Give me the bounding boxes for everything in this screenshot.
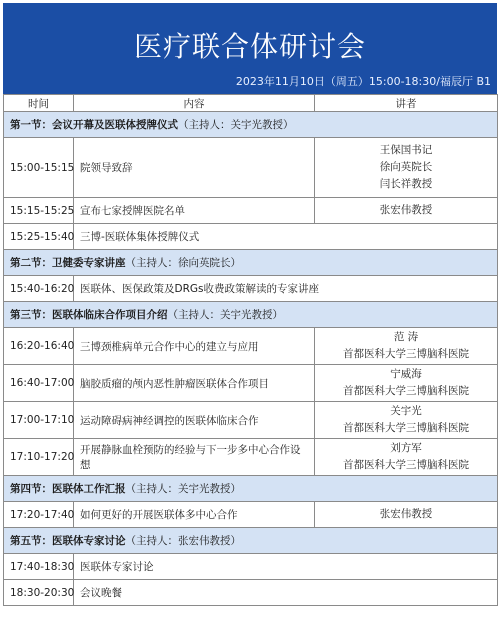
table-row xyxy=(4,402,498,439)
header-banner xyxy=(3,3,497,94)
section-title-text: 第三节：医联体临床合作项目介绍 xyxy=(10,309,168,321)
speaker-cell xyxy=(315,439,498,476)
content-cell: 如何更好的开展医联体多中心合作 xyxy=(74,502,315,528)
content-cell: 运动障碍病神经调控的医联体临床合作 xyxy=(74,402,315,439)
table-row xyxy=(4,502,498,528)
table-row xyxy=(4,224,498,250)
section-host: （主持人：张宏伟教授） xyxy=(125,535,241,547)
content-cell: 医联体、医保政策及DRGs收费政策解读的专家讲座 xyxy=(74,276,498,302)
speaker-cell xyxy=(315,138,498,198)
speaker-name: 关宇光 xyxy=(390,405,422,417)
column-header-speaker: 讲者 xyxy=(315,95,498,112)
section-host: （主持人：关宇光教授） xyxy=(167,309,283,321)
content-cell: 开展静脉血栓预防的经验与下一步多中心合作设想 xyxy=(74,439,315,476)
time-cell: 17:10-17:20 xyxy=(4,439,74,476)
section-header-row xyxy=(4,112,498,138)
speaker-name: 宁威海 xyxy=(390,368,422,380)
content-cell: 院领导致辞 xyxy=(74,138,315,198)
content-cell: 宣布七家授牌医院名单 xyxy=(74,198,315,224)
date-venue: 2023年11月10日（周五）15:00-18:30/福辰厅 B1 xyxy=(235,75,491,88)
section-host: （主持人：徐向英院长） xyxy=(125,257,241,269)
content-cell: 医联体专家讨论 xyxy=(74,554,498,580)
time-cell: 16:40-17:00 xyxy=(4,365,74,402)
speaker-cell xyxy=(315,328,498,365)
speaker-cell xyxy=(315,198,498,224)
time-cell: 18:30-20:30 xyxy=(4,580,74,606)
table-row xyxy=(4,328,498,365)
speaker-name: 张宏伟教授 xyxy=(379,204,433,216)
time-cell: 17:20-17:40 xyxy=(4,502,74,528)
section-header-row xyxy=(4,476,498,502)
table-row xyxy=(4,365,498,402)
time-cell: 17:00-17:10 xyxy=(4,402,74,439)
speaker-name: 首都医科大学三博脑科医院 xyxy=(343,459,469,471)
speaker-name: 首都医科大学三博脑科医院 xyxy=(343,385,469,397)
section-title-text: 第一节：会议开幕及医联体授牌仪式 xyxy=(10,119,178,131)
page-title: 医疗联合体研讨会 xyxy=(133,30,366,63)
section-title xyxy=(4,112,498,138)
content-cell: 三博颈椎病单元合作中心的建立与应用 xyxy=(74,328,315,365)
time-cell: 16:20-16:40 xyxy=(4,328,74,365)
section-title xyxy=(4,476,498,502)
speaker-cell xyxy=(315,402,498,439)
section-host: （主持人：关宇光教授） xyxy=(125,483,241,495)
content-cell: 脑胶质瘤的颅内恶性肿瘤医联体合作项目 xyxy=(74,365,315,402)
time-cell: 15:15-15:25 xyxy=(4,198,74,224)
agenda-body xyxy=(4,112,498,606)
speaker-cell xyxy=(315,502,498,528)
table-row xyxy=(4,138,498,198)
table-row xyxy=(4,439,498,476)
section-header-row xyxy=(4,528,498,554)
section-host: （主持人：关宇光教授） xyxy=(178,119,294,131)
table-header-row xyxy=(4,95,498,112)
speaker-name: 徐向英院长 xyxy=(379,161,433,173)
column-header-time: 时间 xyxy=(4,95,74,112)
speaker-cell xyxy=(315,365,498,402)
speaker-name: 首都医科大学三博脑科医院 xyxy=(343,422,469,434)
section-title-text: 第五节：医联体专家讨论 xyxy=(10,535,126,547)
time-cell: 17:40-18:30 xyxy=(4,554,74,580)
table-row xyxy=(4,198,498,224)
time-cell: 15:40-16:20 xyxy=(4,276,74,302)
table-row xyxy=(4,580,498,606)
speaker-name: 张宏伟教授 xyxy=(379,508,433,520)
content-cell: 三博-医联体集体授牌仪式 xyxy=(74,224,498,250)
section-header-row xyxy=(4,250,498,276)
section-title xyxy=(4,302,498,328)
speaker-name: 王保国书记 xyxy=(379,144,433,156)
section-title xyxy=(4,250,498,276)
section-title-text: 第四节：医联体工作汇报 xyxy=(10,483,126,495)
agenda-table xyxy=(3,94,498,606)
time-cell: 15:00-15:15 xyxy=(4,138,74,198)
content-cell: 会议晚餐 xyxy=(74,580,498,606)
table-row xyxy=(4,276,498,302)
section-header-row xyxy=(4,302,498,328)
time-cell: 15:25-15:40 xyxy=(4,224,74,250)
column-header-content: 内容 xyxy=(74,95,315,112)
speaker-name: 范 涛 xyxy=(393,331,419,343)
section-title-text: 第二节：卫健委专家讲座 xyxy=(10,257,126,269)
table-row xyxy=(4,554,498,580)
speaker-name: 闫长祥教授 xyxy=(379,178,433,190)
speaker-name: 首都医科大学三博脑科医院 xyxy=(343,348,469,360)
section-title xyxy=(4,528,498,554)
speaker-name: 刘方军 xyxy=(390,442,422,454)
